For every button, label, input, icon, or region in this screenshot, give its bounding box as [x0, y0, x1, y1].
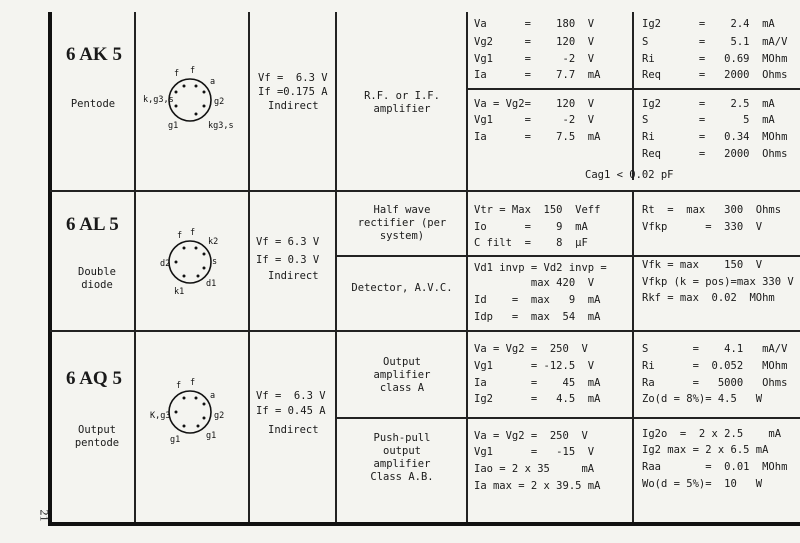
heater-if: If = 0.45 A [256, 405, 326, 417]
tube-type: Double diode [78, 266, 116, 291]
tube-type: Output pentode [74, 424, 120, 449]
pin-label: f [176, 381, 182, 391]
pin-label: g2 [214, 97, 225, 107]
pin-label: k1 [174, 287, 185, 297]
param-line: Va = 180 V [474, 18, 595, 30]
param-line: Ig2 max = 2 x 6.5 mA [642, 444, 769, 456]
param-line: Raa = 0.01 MOhm [642, 461, 788, 473]
param-line: Wo(d = 5%)= 10 W [642, 478, 763, 490]
param-line: Vg1 = -12.5 V [474, 360, 595, 372]
param-line: Id = max 9 mA [474, 294, 601, 306]
row-divider [50, 190, 800, 192]
pin-label: f [190, 378, 196, 388]
pin-label: K,g3 [150, 411, 171, 421]
application: Output amplifier class A [373, 356, 431, 394]
param-line: Req = 2000 Ohms [642, 69, 788, 81]
tube-name: 6 AQ 5 [66, 368, 122, 389]
param-line: Req = 2000 Ohms [642, 148, 788, 160]
param-line: S = 4.1 mA/V [642, 343, 788, 355]
pin-label: kg3,s [208, 121, 234, 131]
heater-type: Indirect [268, 100, 319, 112]
param-line: Ri = 0.052 MOhm [642, 360, 788, 372]
param-line: C filt = 8 µF [474, 237, 588, 249]
param-line: Io = 9 mA [474, 221, 588, 233]
pin-label: k,g3,s [143, 95, 174, 105]
pin-diagram-6aq5 [140, 372, 240, 462]
param-line: Zo(d = 8%)= 4.5 W [642, 393, 763, 405]
tube-type: Pentode [70, 98, 116, 110]
pin-label: k2 [208, 237, 219, 247]
col-divider [632, 12, 634, 180]
page-number: 21 [37, 509, 52, 522]
heater-vf: Vf = 6.3 V [258, 72, 328, 84]
param-line: Va = Vg2= 120 V [474, 98, 595, 110]
param-line: Iao = 2 x 35 mA [474, 463, 595, 475]
param-line: Ig2 = 2.5 mA [642, 98, 775, 110]
param-line: Ig2 = 4.5 mA [474, 393, 601, 405]
heater-type: Indirect [268, 424, 319, 436]
heater-vf: Vf = 6.3 V [256, 236, 320, 248]
param-line: Vg1 = -2 V [474, 53, 595, 65]
param-line: Vg1 = -15 V [474, 446, 595, 458]
param-line: S = 5.1 mA/V [642, 36, 788, 48]
pin-label: g1 [168, 121, 179, 131]
param-line: Vd1 invp = Vd2 invp = [474, 262, 607, 274]
capacitance-note: Cag1 < 0.02 pF [585, 169, 674, 181]
param-line: Va = Vg2 = 250 V [474, 430, 588, 442]
param-line: Rkf = max 0.02 MOhm [642, 292, 775, 304]
heater-if: If = 0.3 V [256, 254, 320, 266]
param-line: Vfkp (k = pos)=max 330 V [642, 276, 794, 288]
pin-label: d1 [206, 279, 217, 289]
param-line: Ra = 5000 Ohms [642, 377, 788, 389]
col-divider [466, 12, 468, 522]
param-line: Rt = max 300 Ohms [642, 204, 782, 216]
pin-label: d2 [160, 259, 171, 269]
param-line: Idp = max 54 mA [474, 311, 601, 323]
param-line: Vg1 = -2 V [474, 114, 595, 126]
sub-divider [336, 417, 800, 419]
application: Half wave rectifier (per system) [357, 204, 447, 242]
param-line: S = 5 mA [642, 114, 775, 126]
pin-diagram-6al5 [140, 222, 240, 312]
pin-label: f [174, 69, 180, 79]
param-line: Ia max = 2 x 39.5 mA [474, 480, 601, 492]
param-line: max 420 V [474, 277, 595, 289]
pin-diagram-6ak5 [140, 62, 240, 142]
param-line: Vg2 = 120 V [474, 36, 595, 48]
param-line: Ia = 7.5 mA [474, 131, 601, 143]
pin-label: a [210, 391, 216, 401]
param-line: Ig2o = 2 x 2.5 mA [642, 428, 782, 440]
heater-type: Indirect [268, 270, 319, 282]
pin-label: f [190, 66, 196, 76]
pin-label: s [212, 257, 218, 267]
param-line: Vtr = Max 150 Veff [474, 204, 601, 216]
col-divider [248, 12, 250, 522]
pin-label: g2 [214, 411, 225, 421]
col-divider [335, 12, 337, 522]
application: Push-pull output amplifier Class A.B. [370, 432, 434, 483]
heater-vf: Vf = 6.3 V [256, 390, 326, 402]
param-line: Vfkp = 330 V [642, 221, 763, 233]
heater-if: If =0.175 A [258, 86, 328, 98]
param-line: Ri = 0.34 MOhm [642, 131, 788, 143]
tube-name: 6 AK 5 [66, 44, 122, 65]
param-line: Vfk = max 150 V [642, 259, 763, 271]
pin-label: a [210, 77, 216, 87]
param-line: Ri = 0.69 MOhm [642, 53, 788, 65]
param-line: Ia = 7.7 mA [474, 69, 601, 81]
param-line: Ia = 45 mA [474, 377, 601, 389]
application: Detector, A.V.C. [351, 282, 453, 294]
sub-divider [336, 255, 800, 257]
application: R.F. or I.F. amplifier [364, 90, 440, 115]
pin-label: g1 [206, 431, 217, 441]
row-divider [50, 330, 800, 332]
pin-label: f [190, 228, 196, 238]
param-line: Ig2 = 2.4 mA [642, 18, 775, 30]
pin-label: g1 [170, 435, 181, 445]
pin-label: f [177, 231, 183, 241]
param-line: Va = Vg2 = 250 V [474, 343, 588, 355]
col-divider [632, 190, 634, 522]
tube-name: 6 AL 5 [66, 214, 119, 235]
